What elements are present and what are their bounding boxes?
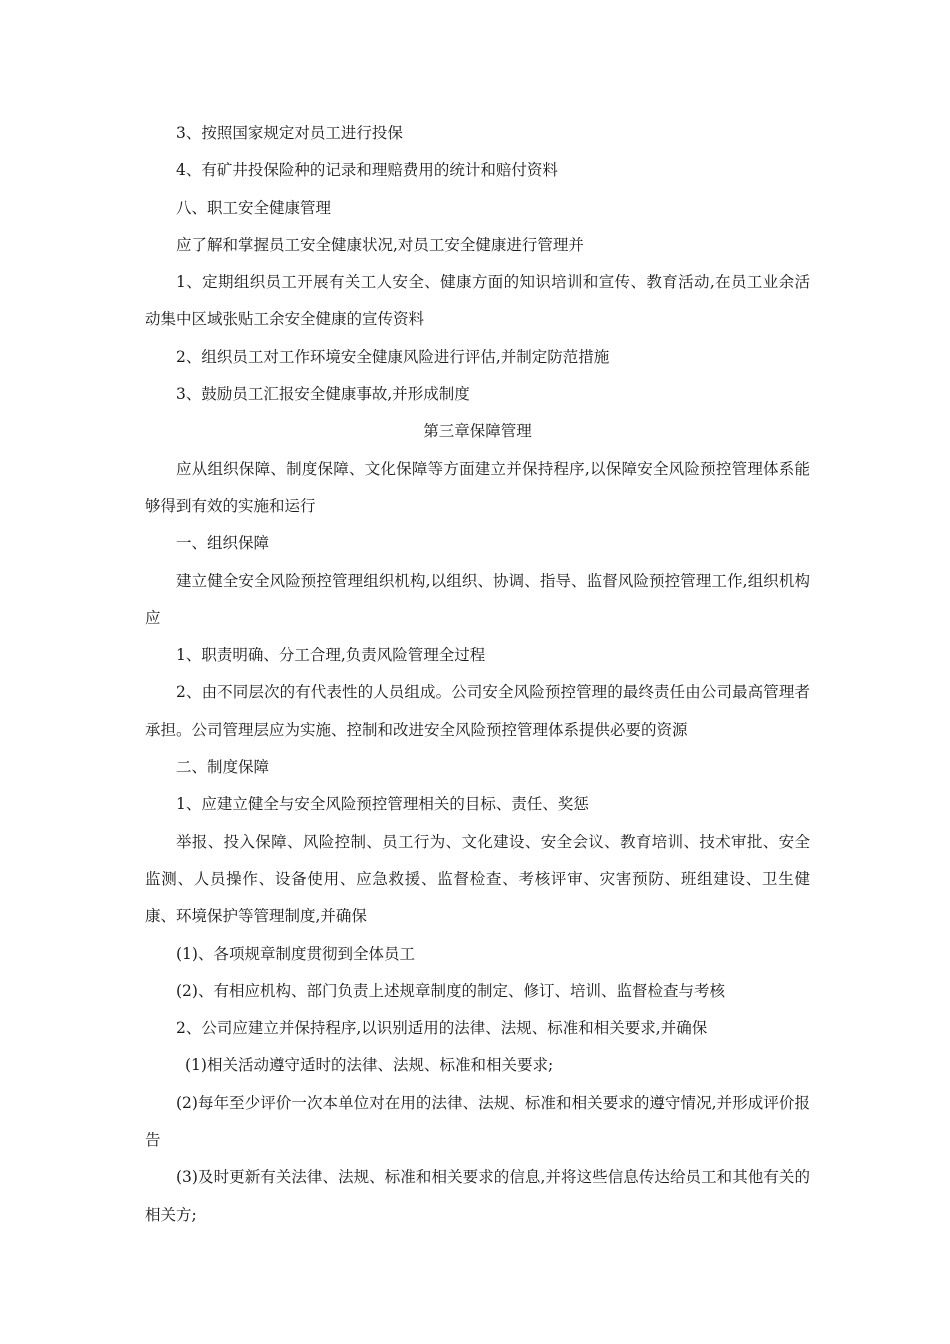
paragraph-legal-item-1: (1)相关活动遵守适时的法律、法规、标准和相关要求; bbox=[185, 1056, 554, 1075]
paragraph-system-targets: 1、应建立健全与安全风险预控管理相关的目标、责任、奖惩 bbox=[176, 795, 589, 814]
paragraph-training: 1、定期组织员工开展有关工人安全、健康方面的知识培训和宣传、教育活动,在员工业余活动集中区域张贴工余安全健康的宣传资料 bbox=[145, 273, 810, 329]
section-heading-system: 二、制度保障 bbox=[176, 758, 270, 777]
paragraph-legal-item-3: (3)及时更新有关法律、法规、标准和相关要求的信息,并将这些信息传达给员工和其他有关的相关方; bbox=[145, 1168, 810, 1224]
paragraph-chapter-intro: 应从组织保障、制度保障、文化保障等方面建立并保持程序,以保障安全风险预控管理体系能够得到有效的实施和运行 bbox=[145, 459, 810, 515]
section-heading-health-management: 八、职工安全健康管理 bbox=[176, 198, 332, 217]
paragraph-responsibility: 1、职责明确、分工合理,负责风险管理全过程 bbox=[176, 646, 486, 665]
paragraph-accident-report: 3、鼓励员工汇报安全健康事故,并形成制度 bbox=[176, 385, 470, 404]
document-body bbox=[145, 115, 810, 1234]
paragraph-legal-procedure: 2、公司应建立并保持程序,以识别适用的法律、法规、标准和相关要求,并确保 bbox=[176, 1019, 708, 1038]
paragraph-health-intro: 应了解和掌握员工安全健康状况,对员工安全健康进行管理并 bbox=[176, 235, 584, 254]
paragraph-risk-assessment: 2、组织员工对工作环境安全健康风险进行评估,并制定防范措施 bbox=[176, 347, 610, 366]
chapter-title: 第三章保障管理 bbox=[423, 422, 532, 441]
paragraph-item-1: (1)、各项规章制度贯彻到全体员工 bbox=[176, 944, 415, 963]
paragraph-insurance-records: 4、有矿井投保险种的记录和理赔费用的统计和赔付资料 bbox=[176, 161, 558, 180]
paragraph-item-2: (2)、有相应机构、部门负责上述规章制度的制定、修订、培训、监督检查与考核 bbox=[176, 981, 725, 1000]
paragraph-system-list: 举报、投入保障、风险控制、员工行为、文化建设、安全会议、教育培训、技术审批、安全监测、人员操作、设备使用、应急救援、监督检查、考核评审、灾害预防、班组建设、卫生健康、环境保护等管理制度,并确保 bbox=[145, 832, 810, 926]
paragraph-organization-setup: 建立健全安全风险预控管理组织机构,以组织、协调、指导、监督风险预控管理工作,组织机构应 bbox=[145, 571, 810, 627]
paragraph-insure-employees: 3、按照国家规定对员工进行投保 bbox=[176, 124, 403, 142]
paragraph-representation: 2、由不同层次的有代表性的人员组成。公司安全风险预控管理的最终责任由公司最高管理者承担。公司管理层应为实施、控制和改进安全风险预控管理体系提供必要的资源 bbox=[145, 683, 810, 739]
section-heading-organization: 一、组织保障 bbox=[176, 534, 270, 553]
paragraph-legal-item-2: (2)每年至少评价一次本单位对在用的法律、法规、标准和相关要求的遵守情况,并形成评价报告 bbox=[145, 1093, 810, 1150]
